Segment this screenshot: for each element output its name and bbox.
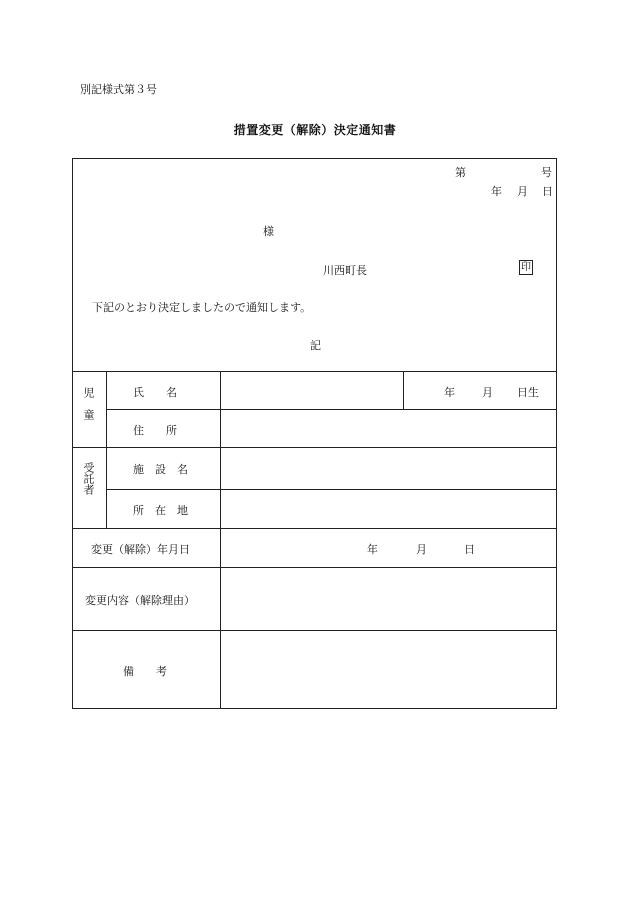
grid-line xyxy=(106,409,556,410)
change-date-month: 月 xyxy=(416,543,427,556)
change-content-label: 変更内容（解除理由） xyxy=(85,594,195,607)
grid-line xyxy=(106,489,556,490)
notice-date-day: 日 xyxy=(542,185,553,198)
change-date-day: 日 xyxy=(464,543,475,556)
document-title: 措置変更（解除）決定通知書 xyxy=(233,123,397,137)
seal-mark: 印 xyxy=(521,262,531,273)
remarks-label: 備 考 xyxy=(123,665,167,678)
notice-body-text: 下記のとおり決定しましたので通知します。 xyxy=(92,301,312,314)
child-address-label: 住 所 xyxy=(133,424,177,437)
number-suffix: 号 xyxy=(541,166,552,179)
grid-line xyxy=(106,371,107,528)
grid-line xyxy=(220,371,221,708)
record-heading: 記 xyxy=(310,339,321,352)
grid-line xyxy=(73,371,556,372)
issuer-name: 川西町長 xyxy=(323,264,367,277)
grid-line xyxy=(403,371,404,409)
grid-line xyxy=(73,447,556,448)
child-name-label: 氏 名 xyxy=(133,386,177,399)
number-prefix: 第 xyxy=(455,166,466,179)
change-date-label: 変更（解除）年月日 xyxy=(91,543,190,556)
facility-location-label: 所 在 地 xyxy=(133,504,188,517)
birth-month: 月 xyxy=(482,386,493,399)
addressee-honorific: 様 xyxy=(263,225,274,238)
notice-date-year: 年 xyxy=(491,185,502,198)
notice-form xyxy=(72,158,557,709)
birth-day-suffix: 日生 xyxy=(517,386,539,399)
change-date-year: 年 xyxy=(367,543,378,556)
trustee-group-label: 受託者 xyxy=(82,462,95,495)
notice-date-month: 月 xyxy=(517,185,528,198)
grid-line xyxy=(73,630,556,631)
grid-line xyxy=(73,567,556,568)
birth-year: 年 xyxy=(444,386,455,399)
grid-line xyxy=(73,528,556,529)
facility-name-label: 施 設 名 xyxy=(133,463,188,476)
child-group-label: 児童 xyxy=(82,387,95,431)
form-number: 別記様式第３号 xyxy=(80,83,157,96)
